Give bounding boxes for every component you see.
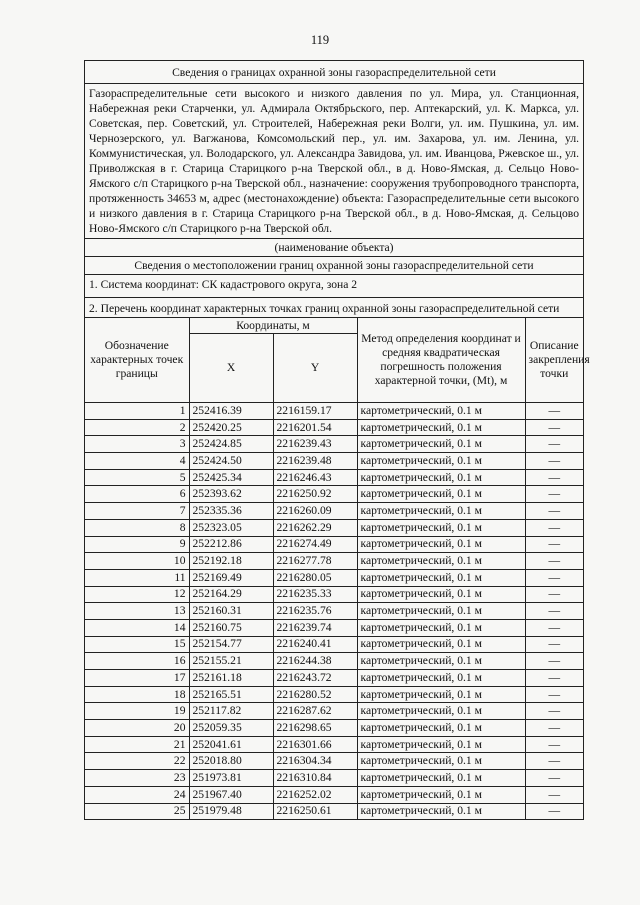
header-x: X	[189, 334, 273, 403]
table-row	[85, 536, 583, 553]
method-cell: картометрический, 0.1 м	[357, 753, 525, 770]
fixing-cell: —	[525, 503, 583, 520]
x-coordinate-cell: 252420.25	[189, 419, 273, 436]
fixing-cell: —	[525, 419, 583, 436]
y-coordinate-cell: 2216260.09	[273, 503, 357, 520]
method-cell: картометрический, 0.1 м	[357, 703, 525, 720]
fixing-cell: —	[525, 720, 583, 737]
x-coordinate-cell: 252169.49	[189, 569, 273, 586]
method-cell: картометрический, 0.1 м	[357, 603, 525, 620]
object-name-caption: (наименование объекта)	[85, 239, 583, 257]
fixing-cell: —	[525, 670, 583, 687]
method-cell: картометрический, 0.1 м	[357, 553, 525, 570]
method-cell: картометрический, 0.1 м	[357, 453, 525, 470]
object-description: Газораспределительные сети высокого и низкого давления по ул. Мира, ул. Станционная, Набережная реки Старченки, ул. Адмирала Октябрьского, пер. Аптекарский, ул. К. Маркса, ул. Советская, пер. Советский, ул. Строителей, Набережная реки Волги, ул. им. Пушкина, ул. им. Чернозерского, ул. Вагжанова, Комсомольский пер., ул. им. Захарова, ул. им. Ленина, ул. Коммунистическая, ул. Володарского, ул. Александра Завидова, ул. им. Иванцова, Ржевское ш., ул. Приволжская в г. Старица Старицкого р-на Тверской обл., в д. Ново-Ямская, д. Сельцо Ново-Ямского с/п Старицкого р-на Тверской обл., назначение: сооружения трубопроводного транспорта, протяженность 34653 м, адрес (местонахождение) объекта: Газораспределительные сети высокого и низкого давления в г. Старица Старицкого р-на Тверской обл., в д. Ново-Ямская, д. Сельцово Ново-Ямского с/п Старицкого р-на Тверской обл.	[85, 84, 583, 239]
table-row	[85, 670, 583, 687]
table-row	[85, 519, 583, 536]
y-coordinate-cell: 2216246.43	[273, 469, 357, 486]
fixing-cell: —	[525, 703, 583, 720]
point-number-cell: 7	[85, 503, 189, 520]
y-coordinate-cell: 2216280.52	[273, 686, 357, 703]
y-coordinate-cell: 2216240.41	[273, 636, 357, 653]
y-coordinate-cell: 2216277.78	[273, 553, 357, 570]
table-row	[85, 686, 583, 703]
fixing-cell: —	[525, 803, 583, 819]
table-row	[85, 736, 583, 753]
x-coordinate-cell: 251967.40	[189, 786, 273, 803]
fixing-cell: —	[525, 686, 583, 703]
section-title: Сведения о границах охранной зоны газораспределительной сети	[85, 61, 583, 84]
method-cell: картометрический, 0.1 м	[357, 803, 525, 819]
page-number: 119	[310, 33, 330, 47]
table-row	[85, 469, 583, 486]
y-coordinate-cell: 2216301.66	[273, 736, 357, 753]
point-number-cell: 24	[85, 786, 189, 803]
header-fixing: Описание закрепления точки	[525, 318, 583, 403]
boundary-info-sheet	[84, 60, 590, 820]
x-coordinate-cell: 252161.18	[189, 670, 273, 687]
fixing-cell: —	[525, 553, 583, 570]
fixing-cell: —	[525, 569, 583, 586]
y-coordinate-cell: 2216239.74	[273, 619, 357, 636]
table-row	[85, 569, 583, 586]
fixing-cell: —	[525, 653, 583, 670]
x-coordinate-cell: 252164.29	[189, 586, 273, 603]
y-coordinate-cell: 2216262.29	[273, 519, 357, 536]
table-row	[85, 453, 583, 470]
table-row	[85, 436, 583, 453]
method-cell: картометрический, 0.1 м	[357, 619, 525, 636]
point-number-cell: 16	[85, 653, 189, 670]
point-number-cell: 9	[85, 536, 189, 553]
table-row	[85, 786, 583, 803]
table-row	[85, 419, 583, 436]
method-cell: картометрический, 0.1 м	[357, 670, 525, 687]
table-row	[85, 803, 583, 819]
method-cell: картометрический, 0.1 м	[357, 686, 525, 703]
table-row	[85, 486, 583, 503]
table-row	[85, 636, 583, 653]
y-coordinate-cell: 2216298.65	[273, 720, 357, 737]
fixing-cell: —	[525, 453, 583, 470]
x-coordinate-cell: 252018.80	[189, 753, 273, 770]
x-coordinate-cell: 251979.48	[189, 803, 273, 819]
fixing-cell: —	[525, 603, 583, 620]
y-coordinate-cell: 2216235.33	[273, 586, 357, 603]
x-coordinate-cell: 252155.21	[189, 653, 273, 670]
method-cell: картометрический, 0.1 м	[357, 770, 525, 787]
x-coordinate-cell: 252160.31	[189, 603, 273, 620]
point-number-cell: 12	[85, 586, 189, 603]
point-number-cell: 11	[85, 569, 189, 586]
table-row	[85, 703, 583, 720]
fixing-cell: —	[525, 753, 583, 770]
point-number-cell: 18	[85, 686, 189, 703]
x-coordinate-cell: 252041.61	[189, 736, 273, 753]
coordinates-table	[85, 318, 590, 819]
method-cell: картометрический, 0.1 м	[357, 736, 525, 753]
point-number-cell: 20	[85, 720, 189, 737]
method-cell: картометрический, 0.1 м	[357, 503, 525, 520]
point-number-cell: 2	[85, 419, 189, 436]
y-coordinate-cell: 2216250.61	[273, 803, 357, 819]
x-coordinate-cell: 252154.77	[189, 636, 273, 653]
fixing-cell: —	[525, 436, 583, 453]
fixing-cell: —	[525, 403, 583, 420]
table-row	[85, 653, 583, 670]
y-coordinate-cell: 2216239.48	[273, 453, 357, 470]
fixing-cell: —	[525, 586, 583, 603]
table-row	[85, 403, 583, 420]
table-row	[85, 720, 583, 737]
header-y: Y	[273, 334, 357, 403]
fixing-cell: —	[525, 636, 583, 653]
method-cell: картометрический, 0.1 м	[357, 653, 525, 670]
method-cell: картометрический, 0.1 м	[357, 720, 525, 737]
x-coordinate-cell: 252335.36	[189, 503, 273, 520]
point-number-cell: 13	[85, 603, 189, 620]
method-cell: картометрический, 0.1 м	[357, 436, 525, 453]
x-coordinate-cell: 252393.62	[189, 486, 273, 503]
table-row	[85, 553, 583, 570]
method-cell: картометрический, 0.1 м	[357, 586, 525, 603]
y-coordinate-cell: 2216244.38	[273, 653, 357, 670]
x-coordinate-cell: 251973.81	[189, 770, 273, 787]
table-row	[85, 586, 583, 603]
header-point: Обозначение характерных точек границы	[85, 318, 189, 403]
coordinates-table-body	[85, 403, 583, 820]
y-coordinate-cell: 2216252.02	[273, 786, 357, 803]
x-coordinate-cell: 252416.39	[189, 403, 273, 420]
method-cell: картометрический, 0.1 м	[357, 536, 525, 553]
y-coordinate-cell: 2216235.76	[273, 603, 357, 620]
y-coordinate-cell: 2216243.72	[273, 670, 357, 687]
x-coordinate-cell: 252160.75	[189, 619, 273, 636]
point-number-cell: 23	[85, 770, 189, 787]
point-number-cell: 21	[85, 736, 189, 753]
y-coordinate-cell: 2216274.49	[273, 536, 357, 553]
fixing-cell: —	[525, 736, 583, 753]
method-cell: картометрический, 0.1 м	[357, 786, 525, 803]
point-number-cell: 4	[85, 453, 189, 470]
point-number-cell: 8	[85, 519, 189, 536]
method-cell: картометрический, 0.1 м	[357, 419, 525, 436]
point-number-cell: 17	[85, 670, 189, 687]
point-number-cell: 5	[85, 469, 189, 486]
table-row	[85, 603, 583, 620]
x-coordinate-cell: 252424.50	[189, 453, 273, 470]
method-cell: картометрический, 0.1 м	[357, 403, 525, 420]
point-number-cell: 1	[85, 403, 189, 420]
fixing-cell: —	[525, 469, 583, 486]
point-number-cell: 3	[85, 436, 189, 453]
point-number-cell: 19	[85, 703, 189, 720]
coordinates-table-wrapper	[85, 318, 590, 819]
fixing-cell: —	[525, 486, 583, 503]
point-number-cell: 14	[85, 619, 189, 636]
point-number-cell: 10	[85, 553, 189, 570]
x-coordinate-cell: 252059.35	[189, 720, 273, 737]
fixing-cell: —	[525, 536, 583, 553]
header-method: Метод определения координат и средняя квадратическая погрешность положения характерной точки, (Mt), м	[357, 318, 525, 403]
x-coordinate-cell: 252424.85	[189, 436, 273, 453]
point-number-cell: 6	[85, 486, 189, 503]
fixing-cell: —	[525, 519, 583, 536]
points-list-title: 2. Перечень координат характерных точках границ охранной зоны газораспределительной сети	[85, 298, 583, 318]
x-coordinate-cell: 252192.18	[189, 553, 273, 570]
y-coordinate-cell: 2216304.34	[273, 753, 357, 770]
x-coordinate-cell: 252165.51	[189, 686, 273, 703]
x-coordinate-cell: 252117.82	[189, 703, 273, 720]
point-number-cell: 25	[85, 803, 189, 819]
method-cell: картометрический, 0.1 м	[357, 569, 525, 586]
method-cell: картометрический, 0.1 м	[357, 636, 525, 653]
location-title: Сведения о местоположении границ охранной зоны газораспределительной сети	[85, 257, 583, 275]
point-number-cell: 22	[85, 753, 189, 770]
y-coordinate-cell: 2216159.17	[273, 403, 357, 420]
y-coordinate-cell: 2216287.62	[273, 703, 357, 720]
method-cell: картометрический, 0.1 м	[357, 519, 525, 536]
y-coordinate-cell: 2216239.43	[273, 436, 357, 453]
y-coordinate-cell: 2216250.92	[273, 486, 357, 503]
y-coordinate-cell: 2216201.54	[273, 419, 357, 436]
x-coordinate-cell: 252425.34	[189, 469, 273, 486]
point-number-cell: 15	[85, 636, 189, 653]
table-row	[85, 503, 583, 520]
table-row	[85, 753, 583, 770]
fixing-cell: —	[525, 619, 583, 636]
fixing-cell: —	[525, 770, 583, 787]
coordinate-system: 1. Система координат: СК кадастрового округа, зона 2	[85, 275, 583, 298]
x-coordinate-cell: 252212.86	[189, 536, 273, 553]
fixing-cell: —	[525, 786, 583, 803]
x-coordinate-cell: 252323.05	[189, 519, 273, 536]
table-row	[85, 619, 583, 636]
table-row	[85, 770, 583, 787]
header-coords: Координаты, м	[189, 318, 357, 334]
y-coordinate-cell: 2216280.05	[273, 569, 357, 586]
method-cell: картометрический, 0.1 м	[357, 469, 525, 486]
y-coordinate-cell: 2216310.84	[273, 770, 357, 787]
method-cell: картометрический, 0.1 м	[357, 486, 525, 503]
